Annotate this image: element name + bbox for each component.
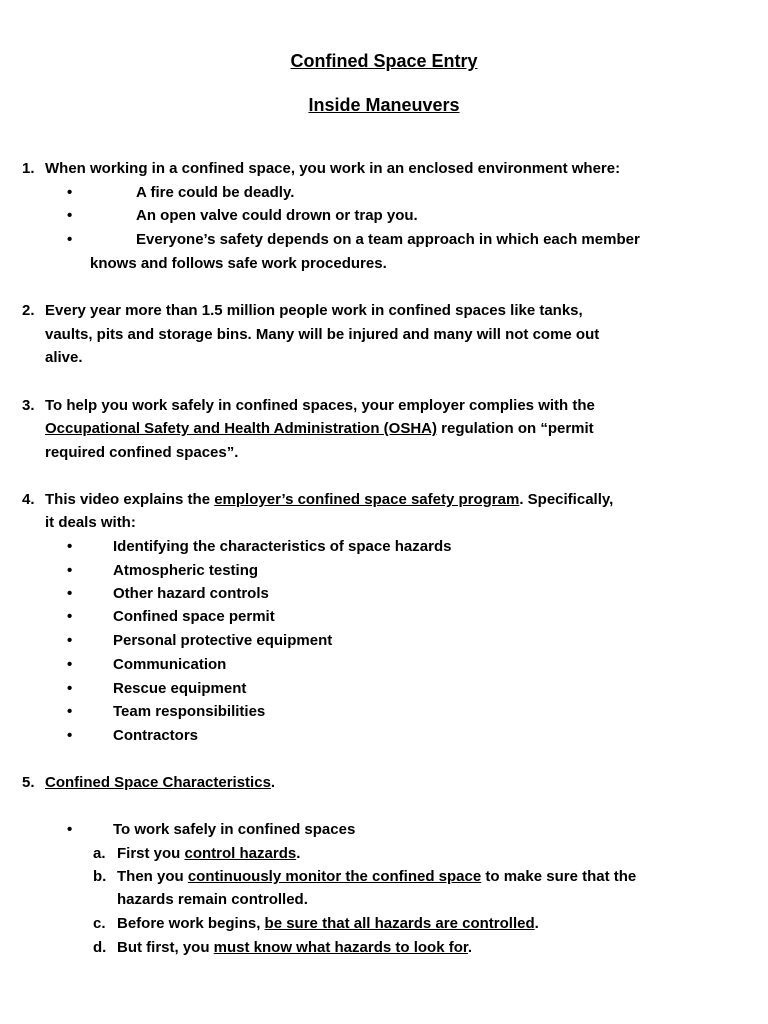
sub-a-label: a. (93, 845, 106, 862)
sub-d-post: . (467, 939, 473, 956)
control-hazards-link: control hazards (184, 845, 297, 862)
sub-a-post: . (296, 845, 301, 862)
osha-link: Occupational Safety and Health Administration (OSHA) (45, 420, 437, 437)
item4-line-2: it deals with: (45, 514, 136, 531)
item4-line-1-pre: This video explains the (45, 491, 215, 508)
bullet-icon: • (67, 821, 73, 838)
sub-d-label: d. (93, 939, 107, 956)
safety-program-link: employer’s confined space safety program (214, 491, 520, 508)
item1-text: When working in a confined space, you work in an enclosed environment where: (45, 160, 621, 177)
item4-bullet: Rescue equipment (113, 680, 247, 697)
sub-c-pre: Before work begins, (117, 915, 265, 932)
item4-bullet: Contractors (113, 727, 199, 744)
bullet-icon: • (67, 231, 73, 248)
characteristics-link: Confined Space Characteristics (45, 774, 271, 791)
item4-bullet: Confined space permit (113, 608, 275, 625)
item4-bullet: Communication (113, 656, 227, 673)
bullet-icon: • (67, 727, 73, 744)
bullet-icon: • (67, 680, 73, 697)
sub-b-post: to make sure that the (481, 868, 637, 885)
bullet-icon: • (67, 632, 73, 649)
sub-a-pre: First you (117, 845, 185, 862)
item4-line-1 (45, 490, 613, 510)
sub-b-label: b. (93, 868, 107, 885)
item1-bullet-3-continuation: knows and follows safe work procedures. (90, 255, 387, 272)
item3-line-3: required confined spaces”. (45, 444, 239, 461)
page-subtitle: Inside Maneuvers (308, 95, 460, 115)
bullet-icon: • (67, 207, 73, 224)
bullet-icon: • (67, 585, 73, 602)
item5-number: 5. (22, 774, 35, 791)
page-title: Confined Space Entry (290, 51, 478, 71)
item4-number: 4. (22, 491, 35, 508)
bullet-icon: • (67, 703, 73, 720)
item5-heading (45, 773, 275, 793)
bullet-icon: • (67, 656, 73, 673)
sub-b-pre: Then you (117, 868, 188, 885)
item1-bullet-1: A fire could be deadly. (136, 184, 295, 201)
item1-bullet-3: Everyone’s safety depends on a team approach in which each member (136, 231, 640, 248)
sub-c-text (117, 914, 539, 934)
item2-number: 2. (22, 302, 35, 319)
item3-line-2-rest: regulation on “permit (437, 420, 594, 437)
sub-b-text (117, 867, 636, 887)
bullet-icon: • (67, 608, 73, 625)
item4-line-1-post: . Specifically, (519, 491, 614, 508)
item4-bullet: Other hazard controls (113, 585, 269, 602)
item4-bullet: Atmospheric testing (113, 562, 259, 579)
item5-heading-post: . (270, 774, 276, 791)
sub-d-pre: But first, you (117, 939, 214, 956)
bullet-icon: • (67, 538, 73, 555)
item2-line-1: Every year more than 1.5 million people work in confined spaces like tanks, (45, 302, 583, 319)
bullet-icon: • (67, 184, 73, 201)
bullet-icon: • (67, 562, 73, 579)
item4-bullet: Personal protective equipment (113, 632, 333, 649)
item1-number: 1. (22, 160, 35, 177)
item2-line-2: vaults, pits and storage bins. Many will be injured and many will not come out (45, 326, 600, 343)
sub-c-label: c. (93, 915, 106, 932)
monitor-space-link: continuously monitor the confined space (187, 868, 482, 885)
item1-bullet-2: An open valve could drown or trap you. (136, 207, 418, 224)
sub-b-continuation: hazards remain controlled. (117, 891, 308, 908)
sub-a-text (117, 844, 300, 864)
item3-number: 3. (22, 397, 35, 414)
item3-line-1: To help you work safely in confined spaces, your employer complies with the (45, 397, 595, 414)
item2-line-3: alive. (45, 349, 83, 366)
sub-c-post: . (534, 915, 539, 932)
know-hazards-link: must know what hazards to look for (213, 939, 468, 956)
item4-bullet: Team responsibilities (113, 703, 266, 720)
item3-line-2 (45, 419, 594, 439)
sub-d-text (117, 938, 472, 958)
item5-bullet: To work safely in confined spaces (113, 821, 356, 838)
item4-bullet: Identifying the characteristics of space hazards (113, 538, 452, 555)
hazards-controlled-link: be sure that all hazards are controlled (264, 915, 535, 932)
